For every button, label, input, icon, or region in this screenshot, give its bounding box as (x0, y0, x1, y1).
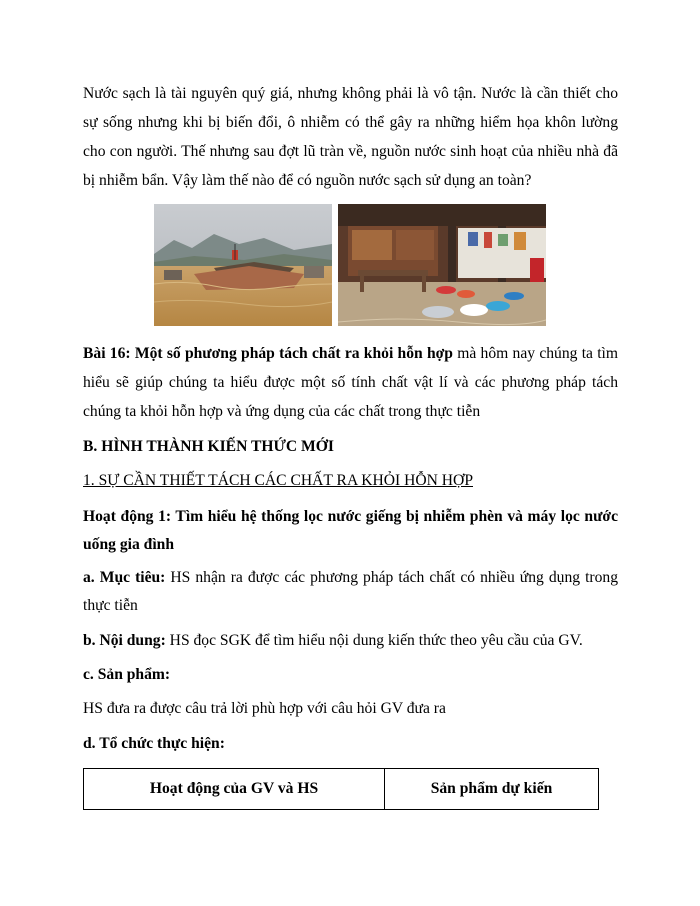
objective-paragraph (83, 564, 618, 620)
product-label: c. Sản phẩm: (83, 666, 171, 683)
flooded-house-interior-photo (338, 204, 546, 326)
lesson-description: mà hôm nay chúng ta tìm hiểu sẽ giúp chúng ta hiểu được một số tính chất vật lí và các phương pháp tách chúng ta khỏi hỗn hợp và ứng dụng của các chất trong thực tiễn (83, 345, 619, 420)
lesson-paragraph (83, 339, 618, 426)
flooded-village-photo (154, 204, 332, 326)
table-header-activities: Hoạt động của GV và HS (84, 769, 385, 810)
content-line (83, 630, 583, 652)
table-header-row (84, 769, 599, 810)
table-header-expected-products: Sản phẩm dự kiến (385, 769, 599, 810)
content-label: b. Nội dung: (83, 632, 166, 649)
objective-label: a. Mục tiêu: (83, 569, 166, 586)
activity-table (83, 768, 599, 810)
intro-paragraph: Nước sạch là tài nguyên quý giá, nhưng không phải là vô tận. Nước là cần thiết cho sự sống nhưng khi bị biến đổi, ô nhiễm có thể gây ra những hiểm họa khôn lường cho con người. Thế nhưng sau đợt lũ tràn về, nguồn nước sinh hoạt của nhiều nhà đã bị nhiễm bẩn. Vậy làm thế nào để có nguồn nước sạch sử dụng an toàn? (83, 85, 618, 189)
objective-text: HS nhận ra được các phương pháp tách chất có nhiều ứng dụng trong thực tiễn (83, 569, 618, 614)
section-b-heading: B. HÌNH THÀNH KIẾN THỨC MỚI (83, 438, 334, 455)
activity-1-title: Hoạt động 1: Tìm hiểu hệ thống lọc nước giếng bị nhiễm phèn và máy lọc nước uống gia đình (83, 508, 618, 553)
lesson-title: Bài 16: Một số phương pháp tách chất ra khỏi hỗn hợp (83, 345, 453, 362)
content-text: HS đọc SGK để tìm hiểu nội dung kiến thức theo yêu cầu của GV. (165, 632, 583, 649)
product-text: HS đưa ra được câu trả lời phù hợp với câu hỏi GV đưa ra (83, 700, 446, 717)
subsection-1-heading: 1. SỰ CẦN THIẾT TÁCH CÁC CHẤT RA KHỎI HỖN HỢP (83, 472, 473, 489)
organization-label: d. Tổ chức thực hiện: (83, 735, 225, 752)
